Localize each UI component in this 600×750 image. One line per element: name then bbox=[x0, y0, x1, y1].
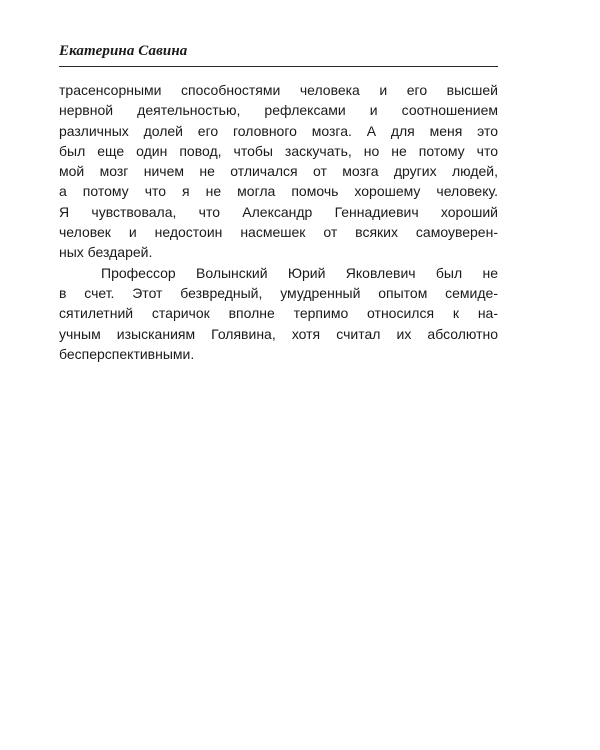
header-rule bbox=[59, 66, 498, 67]
paragraph-2 bbox=[59, 263, 498, 364]
text-line: ных бездарей. bbox=[59, 244, 153, 261]
text-line: был еще один повод, чтобы заскучать, но не потому что bbox=[59, 142, 498, 159]
text-line: Я чувствовала, что Александр Геннадиевич хороший bbox=[59, 203, 498, 220]
text-line: человек и недостоин насмешек от всяких самоуверен- bbox=[59, 224, 498, 241]
text-line: мой мозг ничем не отличался от мозга других людей, bbox=[59, 163, 498, 180]
text-line: трасенсорными способностями человека и его высшей bbox=[59, 82, 498, 98]
text-line: нервной деятельностью, рефлексами и соотношением bbox=[59, 102, 498, 119]
text-line: различных долей его головного мозга. А для меня это bbox=[59, 122, 498, 139]
text-line: учным изысканиям Голявина, хотя считал их абсолютно bbox=[59, 325, 498, 342]
text-line: в счет. Этот безвредный, умудренный опытом семиде- bbox=[59, 284, 498, 301]
paragraph-1 bbox=[59, 80, 498, 263]
text-line: бесперспективными. bbox=[59, 345, 195, 362]
body-text bbox=[59, 80, 498, 364]
running-header: Екатерина Савина bbox=[59, 43, 188, 59]
text-line: сятилетний старичок вполне терпимо относился к на- bbox=[59, 305, 498, 322]
text-line: а потому что я не могла помочь хорошему человеку. bbox=[59, 183, 498, 200]
text-line: Профессор Волынский Юрий Яковлевич был не bbox=[101, 264, 498, 281]
